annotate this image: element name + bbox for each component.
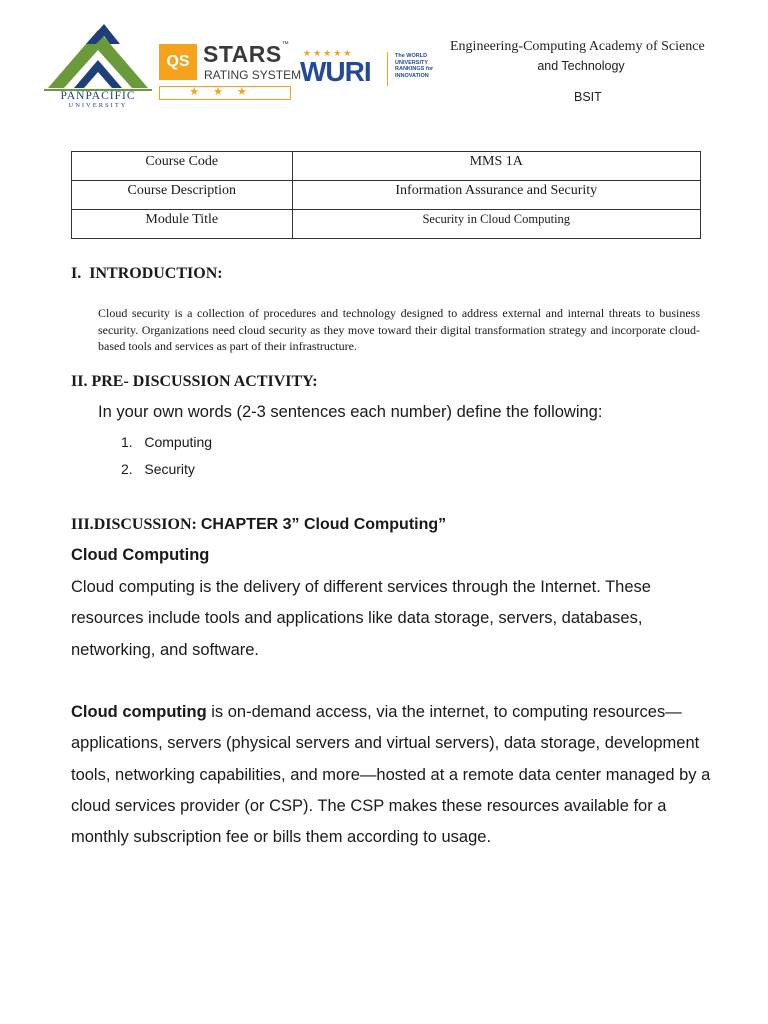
course-info-table [71,151,701,239]
table-row [72,152,701,181]
course-code-label: Course Code [72,152,293,181]
university-name: PANPACIFIC [60,90,136,102]
institute-name-line1: Engineering-Computing Academy of Science [450,39,705,54]
qs-badge: QS [159,44,197,80]
list-item: 2. Security [121,461,195,477]
university-subtitle: UNIVERSITY [68,102,128,109]
discussion-paragraph-1: Cloud computing is the delivery of different services through the Internet. These resources include tools and applications like data storage, servers, databases, networking, and software. [71,578,651,659]
list-item: 1. Computing [121,434,213,450]
table-row [72,181,701,210]
wuri-tagline: The WORLD UNIVERSITY RANKINGS for INNOVATION [395,53,434,79]
introduction-paragraph: Cloud security is a collection of procedures and technology designed to address external and internal threats to business security. Organizations need cloud security as they move toward their digital transformation strategy and incorporate cloud-based tools and services as part of their infrastructure. [98,306,700,353]
section-pre-discussion-heading: II. PRE- DISCUSSION ACTIVITY: [71,373,318,390]
discussion-paragraph-2: Cloud computing is on-demand access, via the internet, to computing resources—applications, servers (physical servers and virtual servers), data storage, development tools, networking capabilities, and more—hosted at a remote data center managed by a cloud services provider (or CSP). The CSP makes these resources available for a monthly subscription fee or bills them according to usage. [71,703,711,847]
chapter-title: CHAPTER 3” Cloud Computing” [200,516,447,533]
institute-name-line2: and Technology [537,59,625,73]
section-discussion-heading: III.DISCUSSION: CHAPTER 3” Cloud Computing” [71,516,447,533]
module-title-value: Security in Cloud Computing [292,210,700,239]
pre-discussion-prompt: In your own words (2-3 sentences each number) define the following: [98,403,603,421]
rating-system-label: RATING SYSTEM [204,68,302,82]
table-row [72,210,701,239]
cloud-computing-subtitle: Cloud Computing [71,546,210,564]
module-title-label: Module Title [72,210,293,239]
stars-title: STARS™ [203,41,290,67]
wuri-logo: WURI [300,56,371,87]
cloud-computing-term: Cloud computing [71,703,207,721]
course-description-value: Information Assurance and Security [292,181,700,210]
section-introduction-heading: I. INTRODUCTION: [71,265,223,282]
rating-stars: ★★★ [159,86,291,100]
wuri-stars-icon: ★★★★★ [303,48,354,58]
wuri-divider [387,52,388,86]
course-description-label: Course Description [72,181,293,210]
course-code-value: MMS 1A [292,152,700,181]
program-label: BSIT [574,90,602,104]
